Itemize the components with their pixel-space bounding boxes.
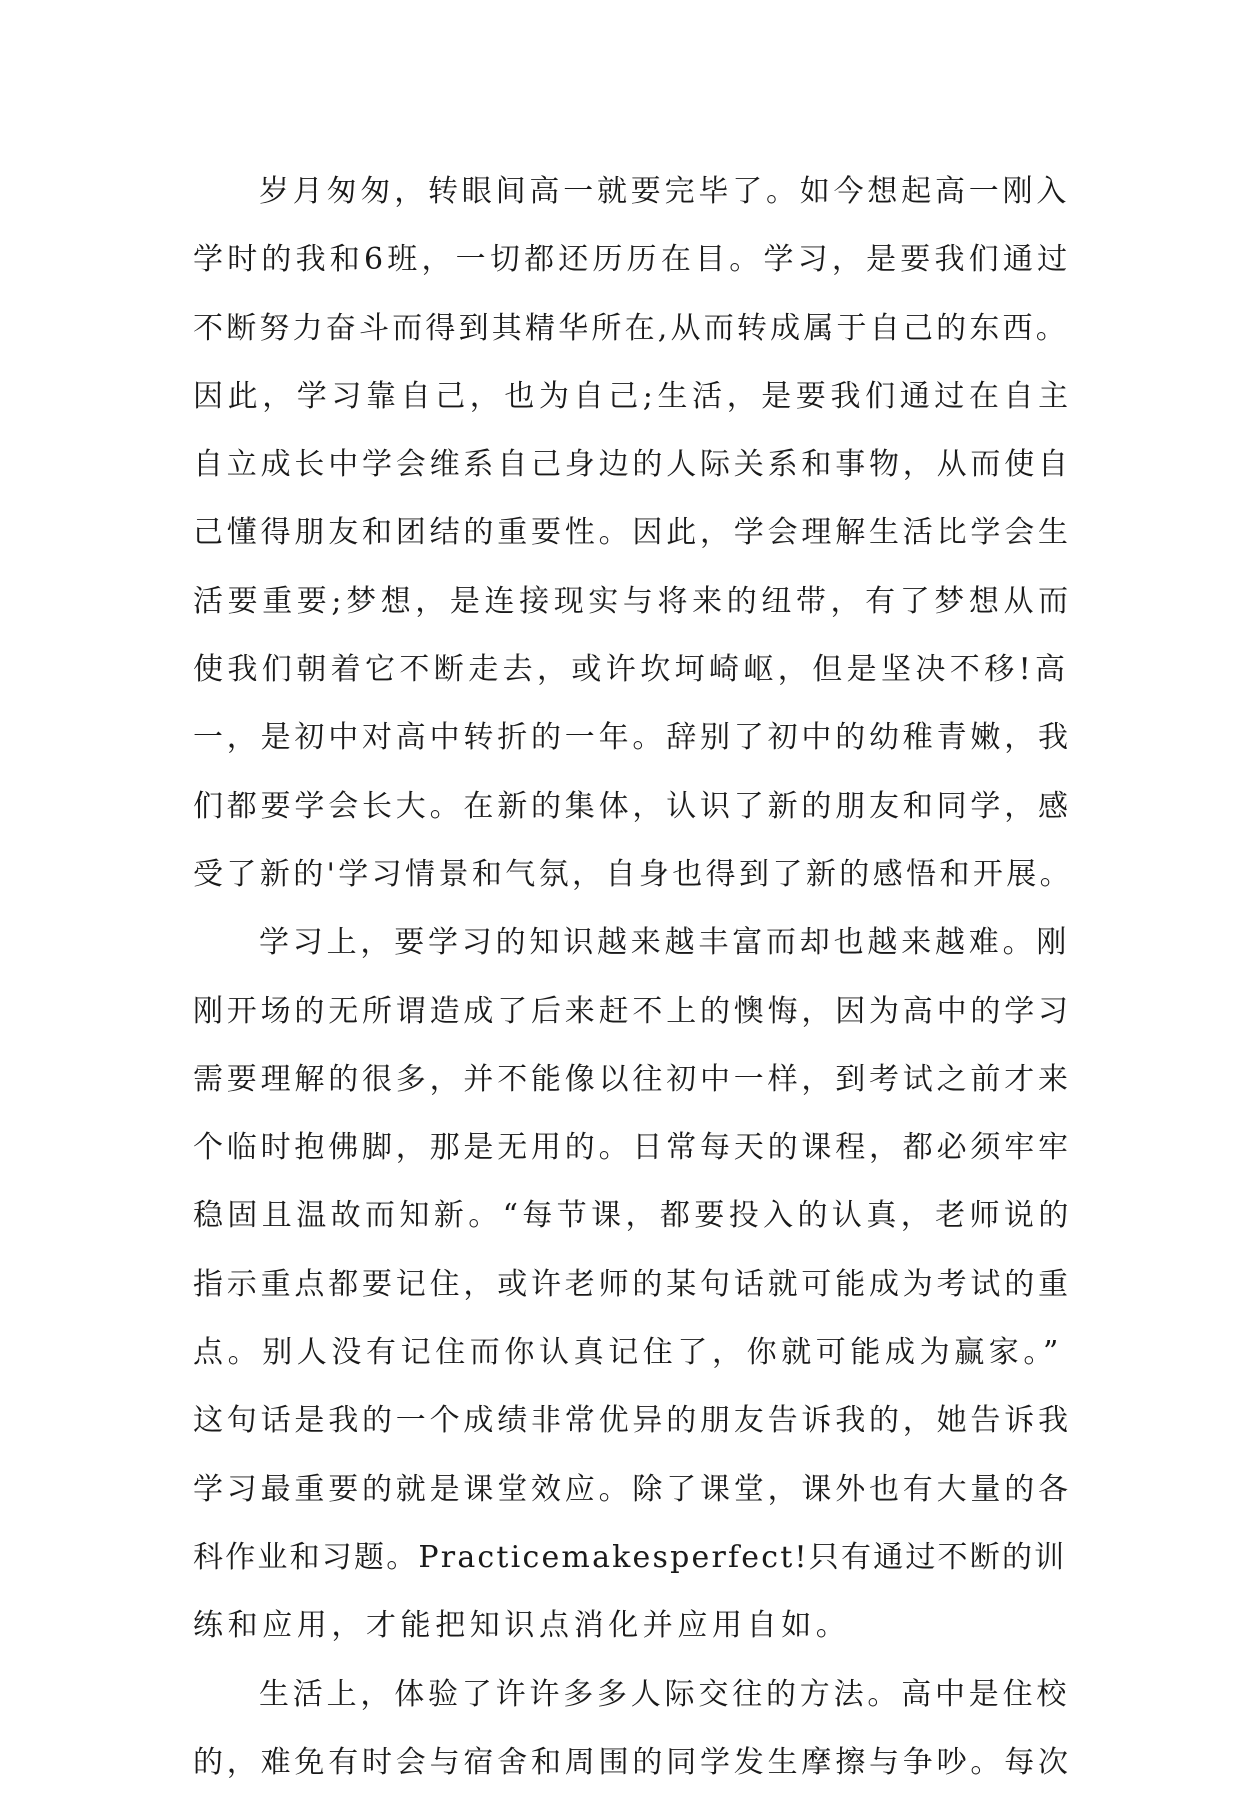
text-line: 学时的我和6班，一切都还历历在目。学习，是要我们通过 (193, 242, 1072, 278)
text-line: 的，难免有时会与宿舍和周围的同学发生摩擦与争吵。每次 (193, 1744, 1072, 1780)
text-line: 岁月匆匆，转眼间高一就要完毕了。如今想起高一刚入 (259, 174, 1071, 209)
text-line: 需要理解的很多，并不能像以往初中一样，到考试之前才来 (193, 1061, 1072, 1097)
text-line: 们都要学会长大。在新的集体，认识了新的朋友和同学，感 (193, 788, 1072, 824)
text-line: 一，是初中对高中转折的一年。辞别了初中的幼稚青嫩，我 (193, 720, 1072, 756)
text-line: 因此，学习靠自己，也为自己;生活，是要我们通过在自主 (193, 378, 1073, 414)
text-line: 刚开场的无所谓造成了后来赶不上的懊悔，因为高中的学习 (193, 993, 1072, 1029)
text-line: 自立成长中学会维系自己身边的人际关系和事物，从而使自 (193, 447, 1072, 483)
text-line: 不断努力奋斗而得到其精华所在,从而转成属于自己的东西。 (193, 310, 1069, 346)
text-line: 生活上，体验了许许多多人际交往的方法。高中是住校 (259, 1676, 1071, 1712)
text-line: 练和应用，才能把知识点消化并应用自如。 (193, 1608, 851, 1644)
text-line: 受了新的'学习情景和气氛，自身也得到了新的感悟和开展。 (193, 856, 1074, 892)
body-text (193, 158, 1073, 1797)
text-line: 这句话是我的一个成绩非常优异的朋友告诉我的，她告诉我 (193, 1403, 1072, 1439)
text-line: 点。别人没有记住而你认真记住了，你就可能成为赢家。” (193, 1335, 1063, 1371)
text-line: 个临时抱佛脚，那是无用的。日常每天的课程，都必须牢牢 (193, 1130, 1072, 1166)
text-line: 科作业和习题。Practicemakesperfect!只有通过不断的训 (193, 1539, 1067, 1575)
text-line: 指示重点都要记住，或许老师的某句话就可能成为考试的重 (193, 1266, 1072, 1302)
text-line: 己懂得朋友和团结的重要性。因此，学会理解生活比学会生 (193, 515, 1072, 551)
text-line: 稳固且温故而知新。“每节课，都要投入的认真，老师说的 (193, 1198, 1073, 1234)
text-line: 活要重要;梦想，是连接现实与将来的纽带，有了梦想从而 (193, 583, 1073, 619)
text-line: 学习上，要学习的知识越来越丰富而却也越来越难。刚 (259, 925, 1071, 961)
text-line: 学习最重要的就是课堂效应。除了课堂，课外也有大量的各 (193, 1471, 1072, 1507)
text-line: 使我们朝着它不断走去，或许坎坷崎岖，但是坚决不移!高 (193, 652, 1070, 688)
